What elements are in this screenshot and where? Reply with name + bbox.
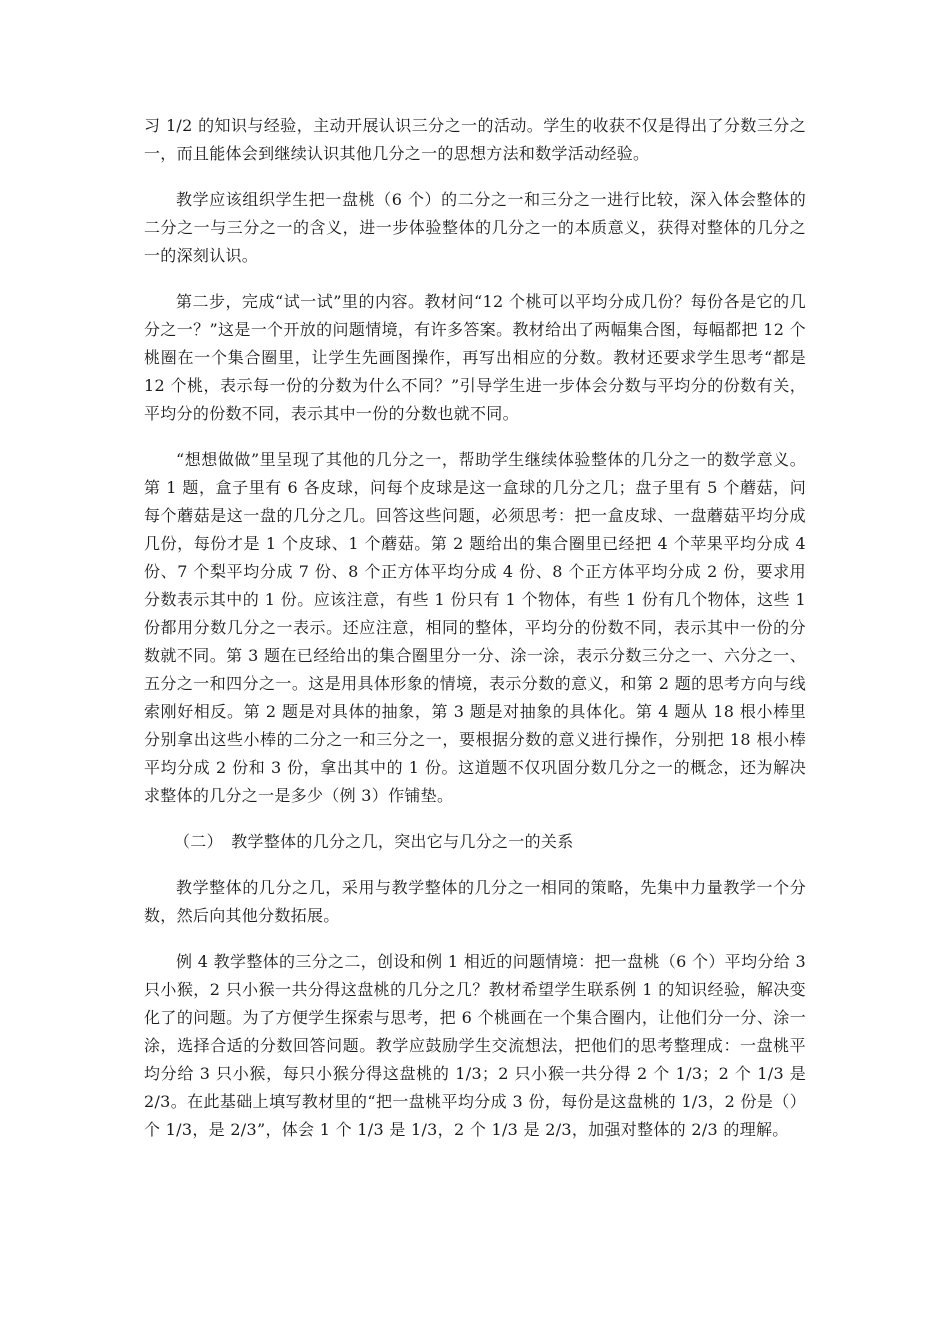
- paragraph-strategy: 教学整体的几分之几，采用与教学整体的几分之一相同的策略，先集中力量教学一个分数，然后向其他分数拓展。: [144, 878, 806, 925]
- document-body: [144, 112, 806, 1162]
- paragraph-example-four: 例 4 教学整体的三分之二，创设和例 1 相近的问题情境：把一盘桃（6 个）平均分给 3 只小猴，2 只小猴一共分得这盘桃的几分之几？教材希望学生联系例 1 的知识经验，解决变化了的问题。为了方便学生探索与思考，把 6 个桃画在一个集合圈内，让他们分一分、涂一涂，选择合适的分数回答问题。教学应鼓励学生交流想法，把他们的思考整理成：一盘桃平均分给 3 只小猴，每只小猴分得这盘桃的 1/3；2 只小猴一共分得 2 个 1/3；2 个 1/3 是 2/3。在此基础上填写教材里的“把一盘桃平均分成 3 份，每份是这盘桃的 1/3，2 份是（）个 1/3，是 2/3”，体会 1 个 1/3 是 1/3，2 个 1/3 是 2/3，加强对整体的 2/3 的理解。: [144, 952, 806, 1139]
- paragraph-think-and-do: “想想做做”里呈现了其他的几分之一，帮助学生继续体验整体的几分之一的数学意义。第 1 题，盒子里有 6 各皮球，问每个皮球是这一盒球的几分之几；盘子里有 5 个蘑菇，问每个蘑菇是这一盘的几分之几。回答这些问题，必须思考：把一盒皮球、一盘蘑菇平均分成几份，每份才是 1 个皮球、1 个蘑菇。第 2 题给出的集合圈里已经把 4 个苹果平均分成 4 份、7 个梨平均分成 7 份、8 个正方体平均分成 4 份、8 个正方体平均分成 2 份，要求用分数表示其中的 1 份。应该注意，有些 1 份只有 1 个物体，有些 1 份有几个物体，这些 1 份都用分数几分之一表示。还应注意，相同的整体，平均分的份数不同，表示其中一份的分数就不同。第 3 题在已经给出的集合圈里分一分、涂一涂，表示分数三分之一、六分之一、五分之一和四分之一。这是用具体形象的情境，表示分数的意义，和第 2 题的思考方向与线索刚好相反。第 2 题是对具体的抽象，第 3 题是对抽象的具体化。第 4 题从 18 根小棒里分别拿出这些小棒的二分之一和三分之一，要根据分数的意义进行操作，分别把 18 根小棒平均分成 2 份和 3 份，拿出其中的 1 份。这道题不仅巩固分数几分之一的概念，还为解决求整体的几分之一是多少（例 3）作铺垫。: [144, 450, 806, 805]
- section-heading: （二） 教学整体的几分之几，突出它与几分之一的关系: [174, 832, 574, 851]
- paragraph-compare-halves-thirds: 教学应该组织学生把一盘桃（6 个）的二分之一和三分之一进行比较，深入体会整体的二分之一与三分之一的含义，进一步体验整体的几分之一的本质意义，获得对整体的几分之一的深刻认识。: [144, 190, 806, 265]
- paragraph-step-two: 第二步，完成“试一试”里的内容。教材问“12 个桃可以平均分成几份？每份各是它的几分之一？”这是一个开放的问题情境，有许多答案。教材给出了两幅集合图，每幅都把 12 个桃圈在一个集合圈里，让学生先画图操作，再写出相应的分数。教材还要求学生思考“都是 12 个桃，表示每一份的分数为什么不同？”引导学生进一步体会分数与平均分的份数有关，平均分的份数不同，表示其中一份的分数也就不同。: [144, 292, 806, 423]
- paragraph-continuation: 习 1/2 的知识与经验，主动开展认识三分之一的活动。学生的收获不仅是得出了分数三分之一，而且能体会到继续认识其他几分之一的思想方法和数学活动经验。: [144, 116, 806, 163]
